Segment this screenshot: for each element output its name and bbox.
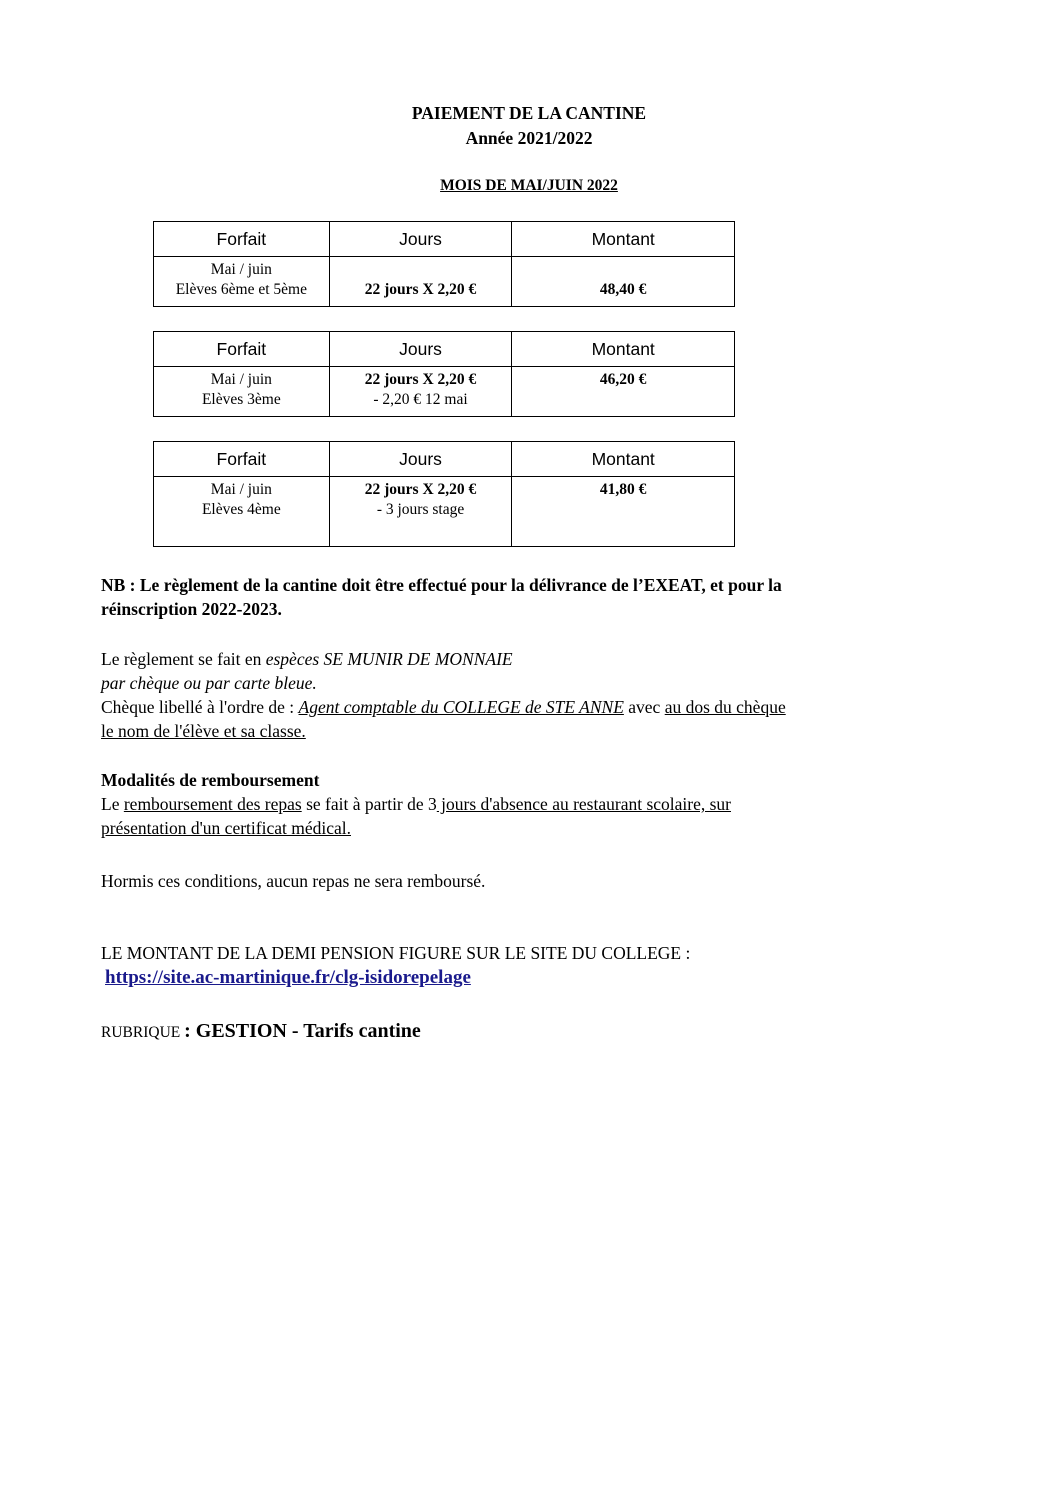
header-montant: Montant <box>512 332 735 367</box>
forfait-classes: Elèves 3ème <box>201 391 281 408</box>
cell-montant <box>512 367 735 417</box>
payment-line-3 <box>101 695 981 719</box>
cheque-payee: Agent comptable du COLLEGE de STE ANNE <box>298 697 624 717</box>
nb-notice <box>101 573 981 621</box>
header-montant: Montant <box>512 222 735 257</box>
refund-prefix: Le <box>101 794 124 814</box>
rubrique-label: RUBRIQUE <box>101 1024 185 1041</box>
college-site-link-wrap <box>105 965 985 990</box>
payment-line-4: le nom de l'élève et sa classe. <box>101 721 306 741</box>
cheque-mid: avec <box>623 697 665 717</box>
montant-line-1: 46,20 € <box>599 371 647 388</box>
refund-line-1 <box>101 792 981 816</box>
jours-line-1: 22 jours X 2,20 € <box>364 481 477 498</box>
refund-line-2: présentation d'un certificat médical. <box>101 818 351 838</box>
cheque-order-prefix: Chèque libellé à l'ordre de : <box>101 697 299 717</box>
forfait-classes: Elèves 4ème <box>201 501 281 518</box>
header-forfait: Forfait <box>154 222 330 257</box>
montant-line-2: 48,40 € <box>599 281 647 298</box>
header-forfait: Forfait <box>154 442 330 477</box>
jours-line-1 <box>330 260 512 280</box>
rubrique-line <box>101 1019 981 1045</box>
tarif-table-3e <box>153 331 735 417</box>
jours-line-2: 22 jours X 2,20 € <box>364 281 477 298</box>
cell-montant <box>512 477 735 547</box>
header-jours: Jours <box>329 222 512 257</box>
payment-prefix: Le règlement se fait en <box>101 649 266 669</box>
forfait-period: Mai / juin <box>210 481 272 498</box>
payment-especes: espèces SE MUNIR DE MONNAIE <box>265 649 513 669</box>
header-jours: Jours <box>329 332 512 367</box>
school-year: Année 2021/2022 <box>465 128 593 148</box>
refund-jours: jours d'absence au restaurant scolaire, sur <box>436 794 731 814</box>
montant-line-1: 41,80 € <box>599 481 647 498</box>
forfait-classes: Elèves 6ème et 5ème <box>175 281 307 298</box>
forfait-period: Mai / juin <box>210 261 272 278</box>
refund-exception: Hormis ces conditions, aucun repas ne sera remboursé. <box>101 871 486 891</box>
nb-line-1: NB : Le règlement de la cantine doit être effectué pour la délivrance de l’EXEAT, et pour la <box>101 575 782 595</box>
cheque-back-note: au dos du chèque <box>664 697 786 717</box>
header-montant: Montant <box>512 442 735 477</box>
college-site-link[interactable]: https://site.ac-martinique.fr/clg-isidorepelage <box>105 967 471 988</box>
jours-line-1: 22 jours X 2,20 € <box>364 371 477 388</box>
tarif-table-4e <box>153 441 735 547</box>
cell-forfait <box>154 257 330 307</box>
cell-montant <box>512 257 735 307</box>
document-title: PAIEMENT DE LA CANTINE <box>411 103 647 123</box>
payment-line-2: par chèque ou par carte bleue. <box>101 673 317 693</box>
jours-line-2: - 3 jours stage <box>376 501 465 518</box>
forfait-period: Mai / juin <box>210 371 272 388</box>
rubrique-value: : GESTION - Tarifs cantine <box>184 1020 421 1042</box>
cell-jours <box>329 367 512 417</box>
cell-jours <box>329 257 512 307</box>
refund-repas: remboursement des repas <box>123 794 302 814</box>
payment-line-1 <box>101 647 981 671</box>
refund-heading: Modalités de remboursement <box>101 770 320 790</box>
cell-forfait <box>154 477 330 547</box>
header-forfait: Forfait <box>154 332 330 367</box>
montant-info: LE MONTANT DE LA DEMI PENSION FIGURE SUR LE SITE DU COLLEGE : <box>101 943 691 963</box>
cell-forfait <box>154 367 330 417</box>
refund-mid: se fait à partir de 3 <box>301 794 437 814</box>
montant-line-1 <box>512 260 734 280</box>
header-jours: Jours <box>329 442 512 477</box>
tarif-table-6e-5e <box>153 221 735 307</box>
nb-line-2: réinscription 2022-2023. <box>101 599 282 619</box>
payment-instructions <box>101 647 981 743</box>
jours-line-2: - 2,20 € 12 mai <box>373 391 468 408</box>
month-heading: MOIS DE MAI/JUIN 2022 <box>440 177 618 194</box>
cell-jours <box>329 477 512 547</box>
refund-section <box>101 768 981 840</box>
